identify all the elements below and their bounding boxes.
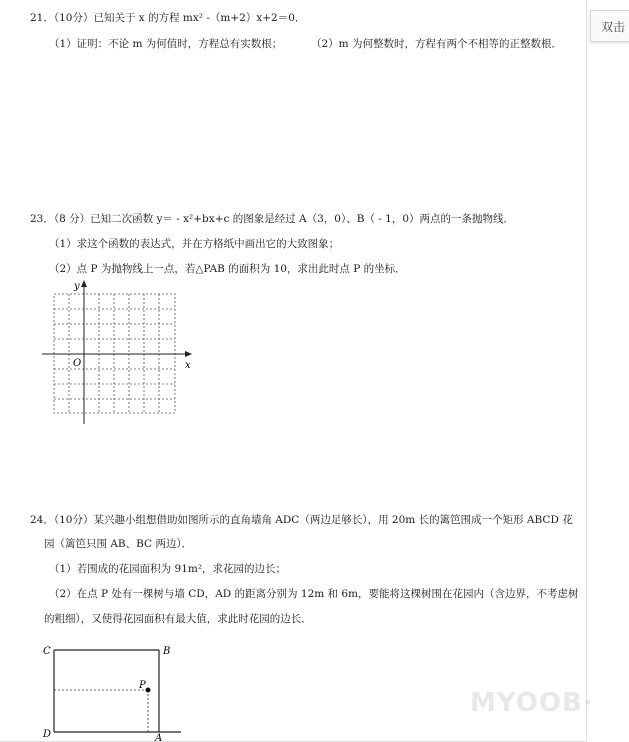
x-axis-label: x [185, 360, 191, 371]
q23-stem: 23．（8 分）已知二次函数 y＝ - x²+bx+c 的图象是经过 A（3，0）、B（ - 1，0）两点的一条抛物线． [30, 213, 515, 225]
q24-part2-line1: （2）在点 P 处有一棵树与墙 CD，AD 的距离分别为 12m 和 6m，要能将这棵树围在花园内（含边界，不考虑树 [49, 588, 579, 600]
watermark: MYOOB· [470, 688, 594, 718]
q21-stem: 21．（10分）已知关于 x 的方程 mx² -（m+2）x+2＝0． [30, 12, 306, 24]
q23-part1: （1）求这个函数的表达式，并在方格纸中画出它的大致图象； [49, 238, 340, 250]
origin-label: O [73, 358, 82, 369]
label-c: C [43, 646, 51, 657]
q21-part1: （1）证明：不论 m 为何值时，方程总有实数根； [49, 38, 283, 50]
label-a: A [155, 733, 163, 742]
y-axis-arrow [81, 280, 87, 287]
tree-point-p [146, 688, 151, 693]
q24-part2-line2: 的粗细），又使得花园面积有最大值，求此时花园的边长． [44, 613, 312, 625]
label-p: P [139, 680, 146, 691]
double-click-button[interactable]: 双击 [590, 10, 629, 42]
q24-part1: （1）若围成的花园面积为 91m²，求花园的边长； [49, 563, 287, 575]
x-axis-arrow [185, 351, 192, 357]
q24-stem-line1: 24．（10分）某兴趣小组想借助如图所示的直角墙角 ADC（两边足够长），用 20m 长的篱笆围成一个矩形 ABCD 花 [30, 514, 573, 526]
garden-figure [38, 640, 188, 742]
grid-figure [40, 278, 200, 428]
label-d: D [43, 729, 52, 740]
label-b: B [163, 646, 171, 657]
q23-part2: （2）点 P 为抛物线上一点，若△PAB 的面积为 10，求出此时点 P 的坐标． [49, 263, 406, 275]
y-axis-label: y [74, 281, 80, 292]
q24-stem-line2: 园（篱笆只围 AB、BC 两边）． [44, 538, 193, 550]
q21-part2: （2）m 为何整数时，方程有两个不相等的正整数根． [311, 38, 562, 50]
